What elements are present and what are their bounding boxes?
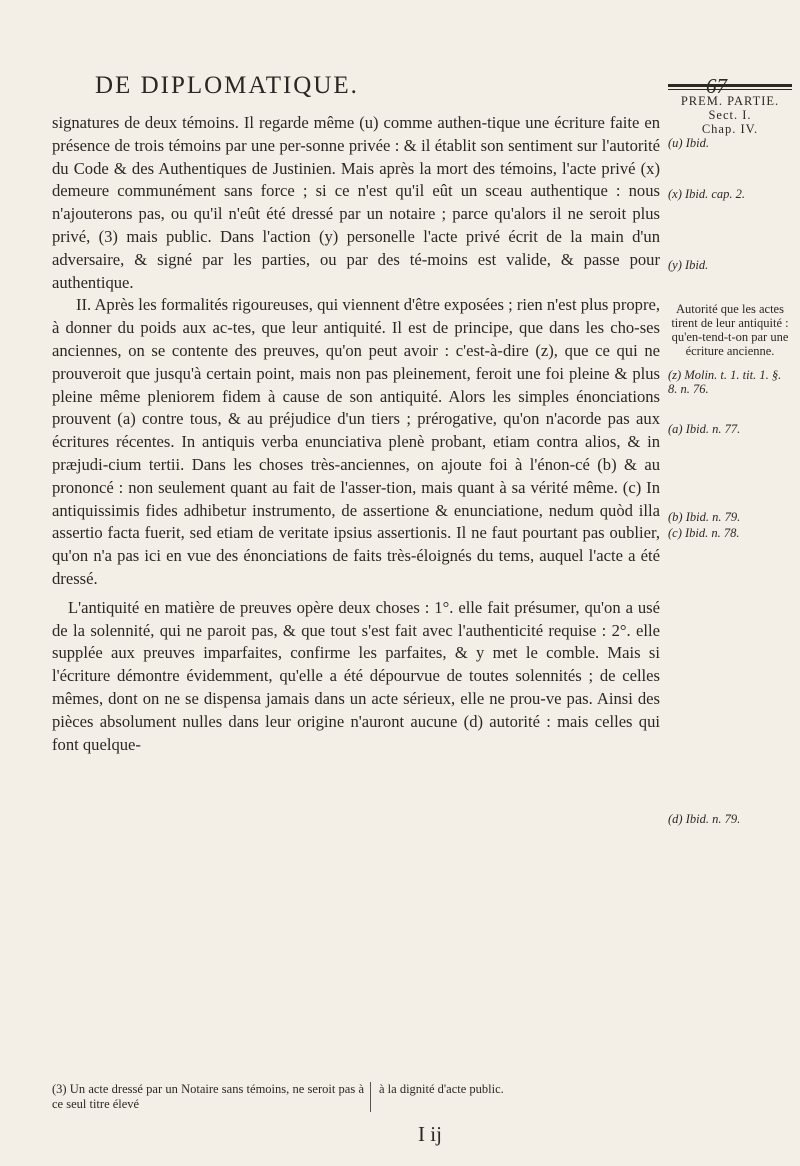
margin-sect: Sect. I. (708, 108, 752, 122)
margin-summary: Autorité que les actes tirent de leur antiquité : qu'en-tend-t-on par une écriture ancienne. (671, 302, 789, 358)
footnotes (52, 1082, 656, 1112)
footnote-right: à la dignité d'acte public. (379, 1082, 504, 1096)
margin-note-z: (z) Molin. t. 1. tit. 1. §. 8. n. 76. (668, 368, 782, 396)
margin-chap: Chap. IV. (701, 122, 759, 136)
margin-note-x: (x) Ibid. cap. 2. (668, 187, 746, 201)
paragraph-2: II. Après les formalités rigoureuses, qui viennent d'être exposées ; rien n'est plus propre, à donner du poids aux ac-tes, que leur antiquité. Il est de principe, que dans les cho-ses anciennes, on se contente des preuves, qu'on peut avoir : c'est-à-dire (z), que ce qui ne prouveroit que jusqu'à certain point, mais non pas pleinement, feroit une foi pleine & plus pleine même pleniorem fidem à cause de son antiquité. Alors les simples énonciations prouvent (a) contre tous, & au préjudice d'un tiers ; prérogative, qu'on n'acorde pas aux écritures récentes. In antiquis verba enunciativa plenè probant, etiam contra alios, & in præjudi-cium tertii. Dans les choses très-anciennes, on ajoute foi à l'énon-cé (b) & au prononcé : non seulement quant au fait de l'asser-tion, mais quant à sa vérité même. (c) In antiquissimis fides adhibetur instrumento, de assertione & enunciatione, nedum quòd illa assertio facta fuerit, sed etiam de veritate ipsius assertionis. Il ne faut pourtant pas oublier, qu'on n'a pas ici en vue des énonciations de faits très-éloignés du tems, auquel l'acte a été dressé. (52, 295, 660, 588)
main-text (52, 112, 660, 756)
margin-header-block (668, 84, 792, 150)
signature-mark: I ij (418, 1122, 442, 1146)
margin-note-u: (u) Ibid. (668, 136, 709, 150)
paragraph-1: signatures de deux témoins. Il regarde même (u) comme authen-tique une écriture faite en présence de trois témoins par une per-sonne privée : & il établit son sentiment sur l'autorité du Code & des Authentiques de Justinien. Mais après la mort des témoins, l'acte privé (x) demeure communément sans force ; si ce n'est qu'il eût un sceau authentique : nous n'ajouterons pas, ou qu'il n'eût été dressé par un notaire ; parce qu'alors il ne seroit plus privé, (3) mais public. Dans l'action (y) personelle l'acte privé écrit de la main d'un adversaire, & signé par les parties, ou par des té-moins est valide, & passe pour authentique. (52, 113, 660, 292)
paragraph-3: L'antiquité en matière de preuves opère deux choses : 1°. elle fait présumer, qu'on a usé de la solennité, qui ne paroit pas, & que tout s'est fait avec l'authenticité requise : 2°. elle supplée aux preuves imparfaites, confirme les parfaites, & y met le comble. Mais si l'écriture démontre évidemment, qu'elle a été dépourvue de toutes solennités ; de celles mêmes, dont on ne se dispensa jamais dans un acte sérieux, elle ne prou-ve pas. Ainsi des pièces absolument nulles dans leur origine n'auront aucune (d) autorité : mais celles qui font quelque- (52, 597, 660, 754)
running-title: DE DIPLOMATIQUE. (95, 72, 359, 99)
margin-rule-thin (668, 89, 792, 90)
page-header (95, 72, 727, 106)
margin-note-d: (d) Ibid. n. 79. (668, 812, 741, 826)
margin-note-c: (c) Ibid. n. 78. (668, 526, 740, 540)
margin-note-y: (y) Ibid. (668, 258, 709, 272)
footnote-left: (3) Un acte dressé par un Notaire sans témoins, ne seroit pas à ce seul titre élevé (52, 1082, 371, 1112)
margin-note-b: (b) Ibid. n. 79. (668, 510, 741, 524)
margin-note-a: (a) Ibid. n. 77. (668, 422, 741, 436)
margin-part: PREM. PARTIE. (680, 94, 780, 108)
margin-rule-thick (668, 84, 792, 87)
